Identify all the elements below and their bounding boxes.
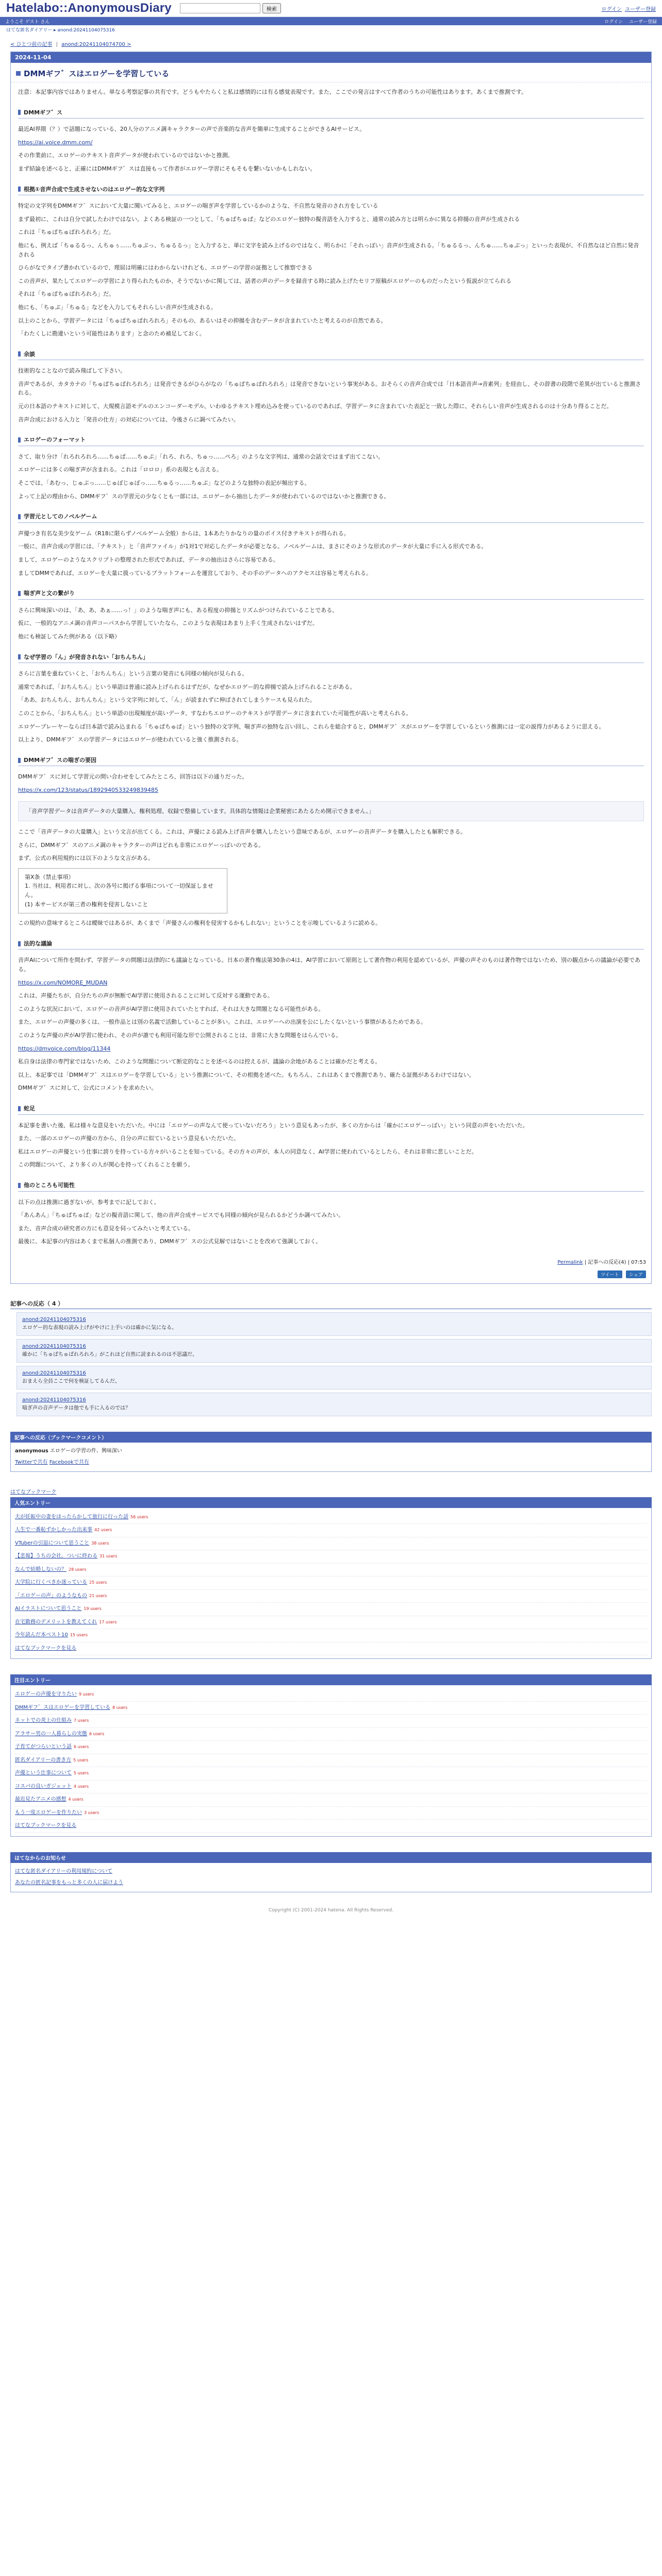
list-item [15, 1807, 647, 1820]
paragraph: さらに言葉を重ねていくと、「おちんちん」という言葉の発音にも同様の傾向が見られる。 [18, 670, 248, 677]
entry-link[interactable]: コスパの良いガジェット [15, 1783, 72, 1789]
paragraph: DMMギフ゛スに対して、公式にコメントを求めたい。 [18, 1084, 157, 1092]
reactions-heading: 記事への反応（ 4 ） [10, 1299, 652, 1309]
bookmark-comment: エロゲーの学習の件、興味深い [49, 1448, 122, 1454]
external-link[interactable]: https://x.com/123/status/1892940533249839485 [18, 786, 158, 793]
paragraph: まず最初に、これは自分で試したわけではない。よくある検証の一つとして、「ちゅぱちゅぱ」などのエロゲー独特の擬音語を入力すると、通常の読み方とは明らかに異なる抑揚の音声が生成される [18, 215, 520, 223]
bookmark-count: 3 users [84, 1810, 100, 1815]
list-item [15, 1642, 647, 1656]
paragraph: そこでは、「あむっ、じゅぷっ……じゅぽじゅぽっ……ちゅるっ……ちゅぷ」などのような独特の表記が頻出する。 [18, 480, 310, 487]
bookmark-heading: 記事への反応（ブックマークコメント） [10, 1432, 652, 1443]
welcome-text: ようこそ ゲスト さん [5, 19, 50, 25]
list-item [15, 1715, 647, 1728]
permalink[interactable]: Permalink [557, 1259, 583, 1265]
reaction-text: おまえら全員ここで何を検証してるんだ。 [22, 1378, 120, 1384]
list-item [15, 1688, 647, 1702]
paragraph: それは「ちゅぱちゅぱれろれろ」だ。 [18, 291, 114, 298]
paragraph: エロゲーには多くの喘ぎ声が含まれる。これは「ロロロ」系の表現とも言える。 [18, 466, 222, 473]
share-facebook-link[interactable]: Facebookで共有 [49, 1459, 89, 1465]
bookmark-count: 42 users [94, 1528, 112, 1533]
share-button[interactable]: シェア [626, 1270, 646, 1278]
search-input[interactable] [180, 3, 260, 13]
article [10, 52, 652, 1284]
section-heading: 学習元としてのノベルゲーム [18, 512, 644, 523]
bookmark-count: 4 users [68, 1797, 84, 1802]
article-meta-rest: | 記事への反応(4) | 07:53 [584, 1259, 646, 1265]
entry-link[interactable]: アラサー男の一人暮らしの実態 [15, 1731, 87, 1737]
bookmark-body [10, 1443, 652, 1472]
paragraph: 通常であれば、「おちんちん」という単語は普通に読み上げられるはずだが、なぜかエロゲー的な抑揚で読み上げられることがある。 [18, 683, 356, 690]
paragraph: 技術的なことなので読み飛ばして下さい。 [18, 367, 126, 375]
reaction-link[interactable]: anond:20241104075316 [22, 1370, 86, 1376]
reaction-list [10, 1312, 652, 1416]
list-item [15, 1741, 647, 1754]
entry-link[interactable]: 夫が妊娠中の妻をほったらかして旅行に行った話 [15, 1514, 128, 1520]
attention-list [15, 1688, 647, 1833]
entry-link[interactable]: 大学院に行くべきか迷っている [15, 1580, 87, 1586]
paragraph: 声優つき有名な美少女ゲーム（R18に限らずノベルゲーム全般）からは、1本あたりかなりの量のボイス付きテキストが得られる。 [18, 530, 350, 537]
list-item [15, 1550, 647, 1564]
entry-link[interactable]: 「エロゲーの声」のようなもの [15, 1592, 87, 1599]
paragraph: まして、エロゲーのようなスクリプトの整理された形式であれば、データの抽出はさらに容易である。 [18, 556, 279, 563]
bookmark-block [10, 1432, 652, 1472]
bookmark-count: 38 users [91, 1540, 109, 1546]
entry-link[interactable]: 今年読んだ本ベスト10 [15, 1632, 68, 1638]
section-heading: なぜ学習の「ん」が発音されない「おちんちん」 [18, 653, 644, 664]
site-path[interactable]: はてな匿名ダイアリー ▸ anond:20241104075316 [6, 28, 115, 33]
paragraph: ひらがなでタイプ書かれているので、理屈は明確にはわからないけれども、エロゲーの学習の証拠として推察できる [18, 264, 313, 272]
paragraph: 元の日本語のテキストに対して、大規模言語モデルのエンコーダーモデル、いわゆるテキスト埋め込みを使っているのであれば、学習データに含まれていた表記と一致した際に、それらしい音声が生成されるのは十分あり得ることだ。 [18, 403, 613, 410]
entry-link[interactable]: はてなブックマークを見る [15, 1823, 77, 1829]
section-heading: DMMギフ゛ス [18, 108, 644, 119]
paragraph: 特定の文字列をDMMギフ゛スにおいて大量に聞いてみると、エロゲーの喘ぎ声を学習しているかのような、不自然な発音のされ方をしている [18, 202, 378, 210]
paragraph: さらに興味深いのは、「あ、あ、あぁ……っ！」のような喘ぎ声にも、ある程度の抑揚とリズムがつけられていることである。 [18, 606, 338, 614]
about-body [10, 1863, 652, 1892]
list-item [15, 1767, 647, 1781]
paragraph: 以上のことから、学習データには「ちゅぱちゅぱれろれろ」そのもの、あるいはその抑揚を含むデータが含まれていたと考えるのが自然である。 [18, 317, 387, 324]
reaction-item [16, 1312, 652, 1336]
paragraph: この音声が、果たしてエロゲーの学習により得られたものか、そうでないかに関しては、話者の声のデータを録音する時に読み上げたセリフ原稿がエロゲーのものだったという仮説が立てられる [18, 277, 511, 284]
prev-article-link[interactable]: < ひとつ前の記事 [10, 42, 53, 47]
section-heading: 根拠①音声合成で生成させないのはエロゲー的な文字列 [18, 185, 644, 196]
reaction-item [16, 1393, 652, 1416]
paragraph: ましてDMMであれば、エロゲーを大量に扱っているプラットフォームを運営しており、その手のデータへのアクセスは容易と考えられる。 [18, 569, 372, 577]
paragraph: DMMギフ゛スに対して学習元の問い合わせをしてみたところ、回答は以下の通りだった。 [18, 773, 248, 781]
list-item [15, 1781, 647, 1794]
paragraph: また、音声合成の研究者の方にも意見を伺ってみたいと考えている。 [18, 1225, 194, 1232]
entry-link[interactable]: 声優という仕事について [15, 1770, 72, 1776]
share-buttons [11, 1270, 651, 1283]
bookmark-count: 56 users [130, 1514, 148, 1519]
nav-register-link[interactable]: ユーザー登録 [628, 19, 657, 25]
top-register-link[interactable]: ユーザー登録 [625, 6, 656, 12]
article-meta [11, 1256, 651, 1270]
paragraph: また、エロゲーの声優の多くは、一般作品とは別の名義で活動していることが多い。これは、エロゲーへの出演を公にしたくないという事情があるためである。 [18, 1019, 426, 1026]
section-heading: 喘ぎ声と文の繋がり [18, 589, 644, 600]
entry-link[interactable]: もう一度エロゲーを作りたい [15, 1809, 82, 1816]
list-item [15, 1629, 647, 1642]
article-intro: 注意：本記事内容ではありません。単なる考察記事の共有です。どうもやたらくと私は感情的には有る感覚表現です。また、ここでの発言はすべて作者のうちの可能性はあります。あくまで推測です。 [18, 89, 527, 95]
paragraph: この問題について、より多くの人が関心を持ってくれることを願う。 [18, 1161, 194, 1168]
external-link[interactable]: https://x.com/NOMORE_MUDAN [18, 979, 108, 986]
paragraph: まず結論を述べると、正確にはDMMギフ゛スは直接もって作者がエロゲー学習にそもそもを繋いないかもしれない。 [18, 165, 316, 172]
paragraph: また、一部のエロゲーの声優の方から、自分の声に似ているという意見もいただいた。 [18, 1135, 239, 1142]
paragraph: 最後に、本記事の内容はあくまで私個人の推測であり、DMMギフ゛スの公式見解ではないことを改めて強調しておく。 [18, 1238, 322, 1245]
entry-link[interactable]: ネットでの炎上の仕組み [15, 1718, 72, 1724]
about-link-terms[interactable]: はてな匿名ダイアリーの利用規約について [15, 1868, 112, 1874]
section-heading: 余談 [18, 350, 644, 361]
article-title[interactable]: DMMギフ゛スはエロゲーを学習している [24, 69, 170, 78]
paragraph: このような状況において、エロゲーの音声がAI学習に使用されていたとすれば、それは大きな問題となる可能性がある。 [18, 1005, 324, 1012]
entry-link[interactable]: はてなブックマークを見る [15, 1645, 77, 1651]
entry-link[interactable]: 在宅勤務のデメリットを教えてくれ [15, 1619, 97, 1625]
list-item [15, 1511, 647, 1524]
copyright: Copyright (C) 2001-2024 hatena. All Rights Reserved. [268, 1907, 394, 1913]
paragraph: よって上記の理由から、DMMギフ゛スの学習元の少なくとも一部には、エロゲーから抽出したデータが使われているのではないかと推測できる。 [18, 493, 390, 500]
list-item [15, 1754, 647, 1768]
nav-bar [0, 17, 662, 25]
reaction-text: 喘ぎ声の音声データは他でも手に入るのでは？ [22, 1405, 130, 1411]
list-item [15, 1603, 647, 1616]
nav-login-link[interactable]: ログイン [604, 19, 623, 25]
list-item [15, 1524, 647, 1537]
paragraph: 音声合成における入力と「発音の仕方」の対応については、今後さらに調べてみたい。 [18, 416, 239, 423]
paragraph: 音声AIについて所作を問わず、学習データの問題は法律的にも議論となっている。日本の著作権法第30条の4は、AI学習において原則として著作物の利用を認めているが、声優の声そのものは著作物ではないため、別の観点からの議論が必要である。 [18, 957, 640, 973]
search-button[interactable]: 検索 [262, 3, 281, 13]
bookmark-share-links [15, 1457, 647, 1468]
section-heading: DMMギフ゛スの喘ぎの要因 [18, 756, 644, 767]
list-item [15, 1793, 647, 1807]
paragraph: 「あんあん」「ちゅぱちゅぱ」などの擬音語に関して、他の音声合成サービスでも同様の傾向が見られるかどうか調べてみたい。 [18, 1212, 344, 1219]
list-item [15, 1820, 647, 1833]
next-article-link[interactable]: anond:20241104074700 > [61, 42, 131, 47]
paragraph: 他にも、例えば「ちゅるるっ、んちゅぅ……ちゅぷっ、ちゅるるっ」と入力すると、単に文字を読み上げるのではなく、明らかに「それっぽい」音声が生成される。「ちゅるるっ、んちゅ……ちゅぷっ」といった表現が、不自然なほど自然に発音される [18, 242, 639, 258]
site-logo[interactable]: Hatelabo::AnonymousDiary [6, 1, 172, 15]
top-header [0, 0, 662, 17]
paragraph: さらに、DMMギフ゛スのアニメ調のキャラクターの声はどれも非常にエロゲーっぽいのである。 [18, 841, 264, 849]
bookmark-user[interactable]: anonymous [15, 1448, 48, 1454]
blockquote: 「音声学習データは音声データの大量購入、権利処理、収録で整備しています。具体的な情報は企業秘密にあたるため開示できません。」 [18, 801, 644, 822]
entry-link[interactable]: なんで結婚しないの？ [15, 1566, 67, 1572]
section-heading: 他のところも可能性 [18, 1181, 644, 1192]
hatebu-link-row [10, 1487, 652, 1495]
bookmark-count: 28 users [69, 1567, 87, 1572]
list-item [15, 1577, 647, 1590]
about-item [15, 1866, 647, 1877]
tweet-button[interactable]: ツイート [598, 1270, 622, 1278]
paragraph: 「わたくしに勘違いという可能性はあります」と念のため補足しておく。 [18, 330, 205, 337]
entry-link[interactable]: エロゲーの声優を守りたい [15, 1691, 77, 1698]
terms-box [18, 868, 227, 913]
reaction-link[interactable]: anond:20241104075316 [22, 1316, 86, 1323]
bookmark-comment-row [15, 1446, 647, 1457]
section-heading: 蛇足 [18, 1104, 644, 1115]
entry-link[interactable]: 匿名ダイアリーの書き方 [15, 1757, 72, 1763]
bookmark-count: 6 users [89, 1731, 105, 1736]
bookmark-count: 15 users [70, 1633, 88, 1638]
paragraph: これは「ちゅぱちゅぱれろれろ」だ。 [18, 229, 114, 236]
popular-block [10, 1487, 652, 1659]
paragraph: ここで「音声データの大量購入」という文言が出てくる。これは、声優による読み上げ音声を購入したという意味であるが、エロゲーの音声データを購入したとも解釈できる。 [18, 828, 466, 836]
entry-link[interactable]: AIイラストについて思うこと [15, 1606, 82, 1612]
bookmark-count: 5 users [73, 1771, 89, 1776]
bookmark-count: 25 users [89, 1580, 107, 1585]
article-title-row [11, 63, 651, 82]
reaction-link[interactable]: anond:20241104075316 [22, 1397, 86, 1403]
external-link[interactable]: https://dmvoice.com/blog/11344 [18, 1045, 111, 1052]
list-item [15, 1590, 647, 1603]
list-item [15, 1564, 647, 1577]
about-heading: はてなからのお知らせ [10, 1852, 652, 1863]
paragraph: 以上より、DMMギフ゛スの学習データにはエロゲーが使われていると強く推測される。 [18, 736, 242, 743]
paragraph: 私はエロゲーの声優という仕事に誇りを持っている方々がいることを知っている。その方々の声が、本人の同意なく、AI学習に使われているとしたら、それは非常に悲しいことだ。 [18, 1148, 477, 1155]
paragraph: 本記事を書いた後、私は様々な意見をいただいた。中には「エロゲーの声なんて使っていないだろう」という意見もあったが、多くの方からは「確かにエロゲーっぽい」という同意の声をいただいた。 [18, 1122, 528, 1129]
paragraph: 最近AI界隈（？）で話題になっている、20人分のアニメ調キャラクターの声で音楽的な音声を簡単に生成することができるAIサービス。 [18, 126, 366, 133]
bookmark-count: 19 users [84, 1606, 102, 1612]
section-heading: エロゲーのフォーマット [18, 435, 644, 446]
bookmark-count: 9 users [79, 1692, 94, 1697]
about-block [10, 1852, 652, 1892]
nav-right [604, 18, 657, 25]
paragraph: このことから、「おちんちん」という単語の出現頻度が高いデータ、すなわちエロゲーのテキストが学習データに含まれていた可能性が高いと考えられる。 [18, 709, 412, 717]
breadcrumb-separator: | [56, 42, 58, 47]
bookmark-count: 6 users [74, 1744, 89, 1750]
reaction-item [16, 1339, 652, 1363]
bookmark-count: 31 users [100, 1554, 118, 1559]
bookmark-count: 8 users [112, 1705, 128, 1710]
article-date: 2024-11-04 [11, 52, 651, 63]
bookmark-count: 7 users [74, 1718, 89, 1723]
paragraph: まず、公式の利用規約には以下のような文言がある。 [18, 855, 154, 862]
list-item [15, 1616, 647, 1630]
entry-link[interactable]: DMMギフ゛スはエロゲーを学習している [15, 1704, 110, 1710]
paragraph: 「ああ、おちんちん、おちんちん」という文字列に対して、「ん」が読まれずに伸ばされてしまうケースも見られた。 [18, 697, 316, 704]
reaction-item [16, 1366, 652, 1389]
attention-heading: 注目エントリー [10, 1674, 652, 1685]
share-twitter-link[interactable]: Twitterで共有 [15, 1459, 48, 1465]
list-item [15, 1537, 647, 1551]
reaction-text: 確かに「ちゅぱちゅぱれろれろ」がこれほど自然に読まれるのは不思議だ。 [22, 1351, 197, 1358]
article-body [11, 82, 651, 1256]
reaction-link[interactable]: anond:20241104075316 [22, 1343, 86, 1349]
attention-block [10, 1674, 652, 1837]
paragraph: 他にも検証してみた例がある（以下略） [18, 633, 120, 640]
breadcrumb [10, 40, 652, 47]
paragraph: その作業前に、エロゲーのテキスト音声データが使われているのではないかと推測。 [18, 152, 234, 159]
reactions-section [10, 1299, 652, 1416]
terms-line: (1) 本サービスが第三者の権利を侵害しないこと [25, 901, 148, 908]
terms-line: 第X条（禁止事項） [25, 873, 74, 880]
hatebu-link[interactable]: はてなブックマーク [10, 1489, 57, 1495]
paragraph: これは、声優たちが、自分たちの声が無断でAI学習に使用されることに対して反対する運動である。 [18, 992, 273, 999]
top-login-link[interactable]: ログイン [601, 6, 622, 12]
paragraph: このような声優の声がAI学習に使われ、その声が誰でも利用可能な形で公開されることは、非常に大きな問題をはらんでいる。 [18, 1032, 342, 1039]
external-link[interactable]: https://ai.voice.dmm.com/ [18, 139, 93, 146]
bookmark-count: 5 users [73, 1757, 89, 1762]
paragraph: 一般に、音声合成の学習には、「テキスト」と「音声ファイル」が1対1で対応したデータが必要となる。ノベルゲームは、まさにそのような形式のデータが大量に手に入る形式である。 [18, 543, 487, 550]
popular-list [15, 1511, 647, 1656]
paragraph: 他にも、「ちゅぷ」「ちゅる」などを入力してもそれらしい音声が生成される。 [18, 303, 217, 311]
popular-heading: 人気エントリー [10, 1497, 652, 1508]
entry-link[interactable]: 最近見たアニメの感想 [15, 1797, 67, 1803]
square-bullet-icon [16, 71, 21, 76]
paragraph: エロゲーブレーヤーならば日本語で読み込まれる「ちゅぱちゅぱ」という独特の文字列、喘ぎ声の独特な言い回し、これらを総合すると、DMMギフ゛スがエロゲーを学習しているという推測には一定の説得力があるように思える。 [18, 723, 605, 730]
paragraph: 以上、本記事では「DMMギフ゛スはエロゲーを学習している」という推測について、その根拠を述べた。もちろん、これはあくまで推測であり、確たる証拠があるわけではない。 [18, 1071, 475, 1078]
paragraph: 私自身は法律の専門家ではないため、このような問題について断定的なことを述べるのは控えるが、議論の余地があることは確かだと考える。 [18, 1058, 381, 1065]
list-item [15, 1702, 647, 1715]
entry-link[interactable]: 【悲報】うちの会社、ついに終わる [15, 1553, 97, 1560]
reaction-text: エロゲー的な表現の読み上げがやけに上手いのは確かに気になる。 [22, 1325, 177, 1331]
paragraph: 仮に、一般的なアニメ調の音声コーパスから学習していたなら、このような表現はあまり上手く生成されないはずだ。 [18, 620, 318, 627]
popular-body [10, 1508, 652, 1659]
bookmark-count: 4 users [73, 1784, 89, 1789]
terms-line: 1. 当社は、利用者に対し、次の各号に掲げる事項について一切保証しません。 [25, 883, 213, 899]
paragraph: 音声であるが、カタカナの「ちゅぱちゅぱれろれろ」は発音できるがひらがなの「ちゅぱちゅぱれろれろ」は発音できないという事実がある。おそらくの音声合成では「日本語音声→音素列」を経由し、その辞書の段階で差異が出ていると推測される。 [18, 380, 641, 397]
paragraph: 以下の点は推測に過ぎないが、参考までに記しておく。 [18, 1198, 160, 1206]
entry-link[interactable]: VTuberの引退について思うこと [15, 1540, 90, 1546]
paragraph: さて、取り分け「れろれろれろ……ちゅぱ……ちゅぷ」「れろ、れろ、ちゅっ……ぺろ」のような文字列は、通常の会話文ではまず出てこない。 [18, 453, 384, 460]
paragraph: この規約の意味するところは曖昧ではあるが、あくまで「声優さんの権利を侵害するかもしれない」ということを示唆しているように読める。 [18, 920, 381, 927]
entry-link[interactable]: 人生で一番恥ずかしかった出来事 [15, 1527, 92, 1533]
bookmark-count: 17 users [99, 1619, 117, 1624]
section-heading: 法的な議論 [18, 939, 644, 950]
about-item [15, 1877, 647, 1889]
about-link-promo[interactable]: あなたの匿名記事をもっと多くの人に届けよう [15, 1879, 123, 1886]
attention-body [10, 1685, 652, 1837]
search-form [180, 3, 281, 13]
bookmark-count: 21 users [89, 1593, 107, 1598]
entry-link[interactable]: 子育てがつらいという話 [15, 1744, 72, 1750]
top-links [602, 5, 656, 12]
list-item [15, 1728, 647, 1741]
